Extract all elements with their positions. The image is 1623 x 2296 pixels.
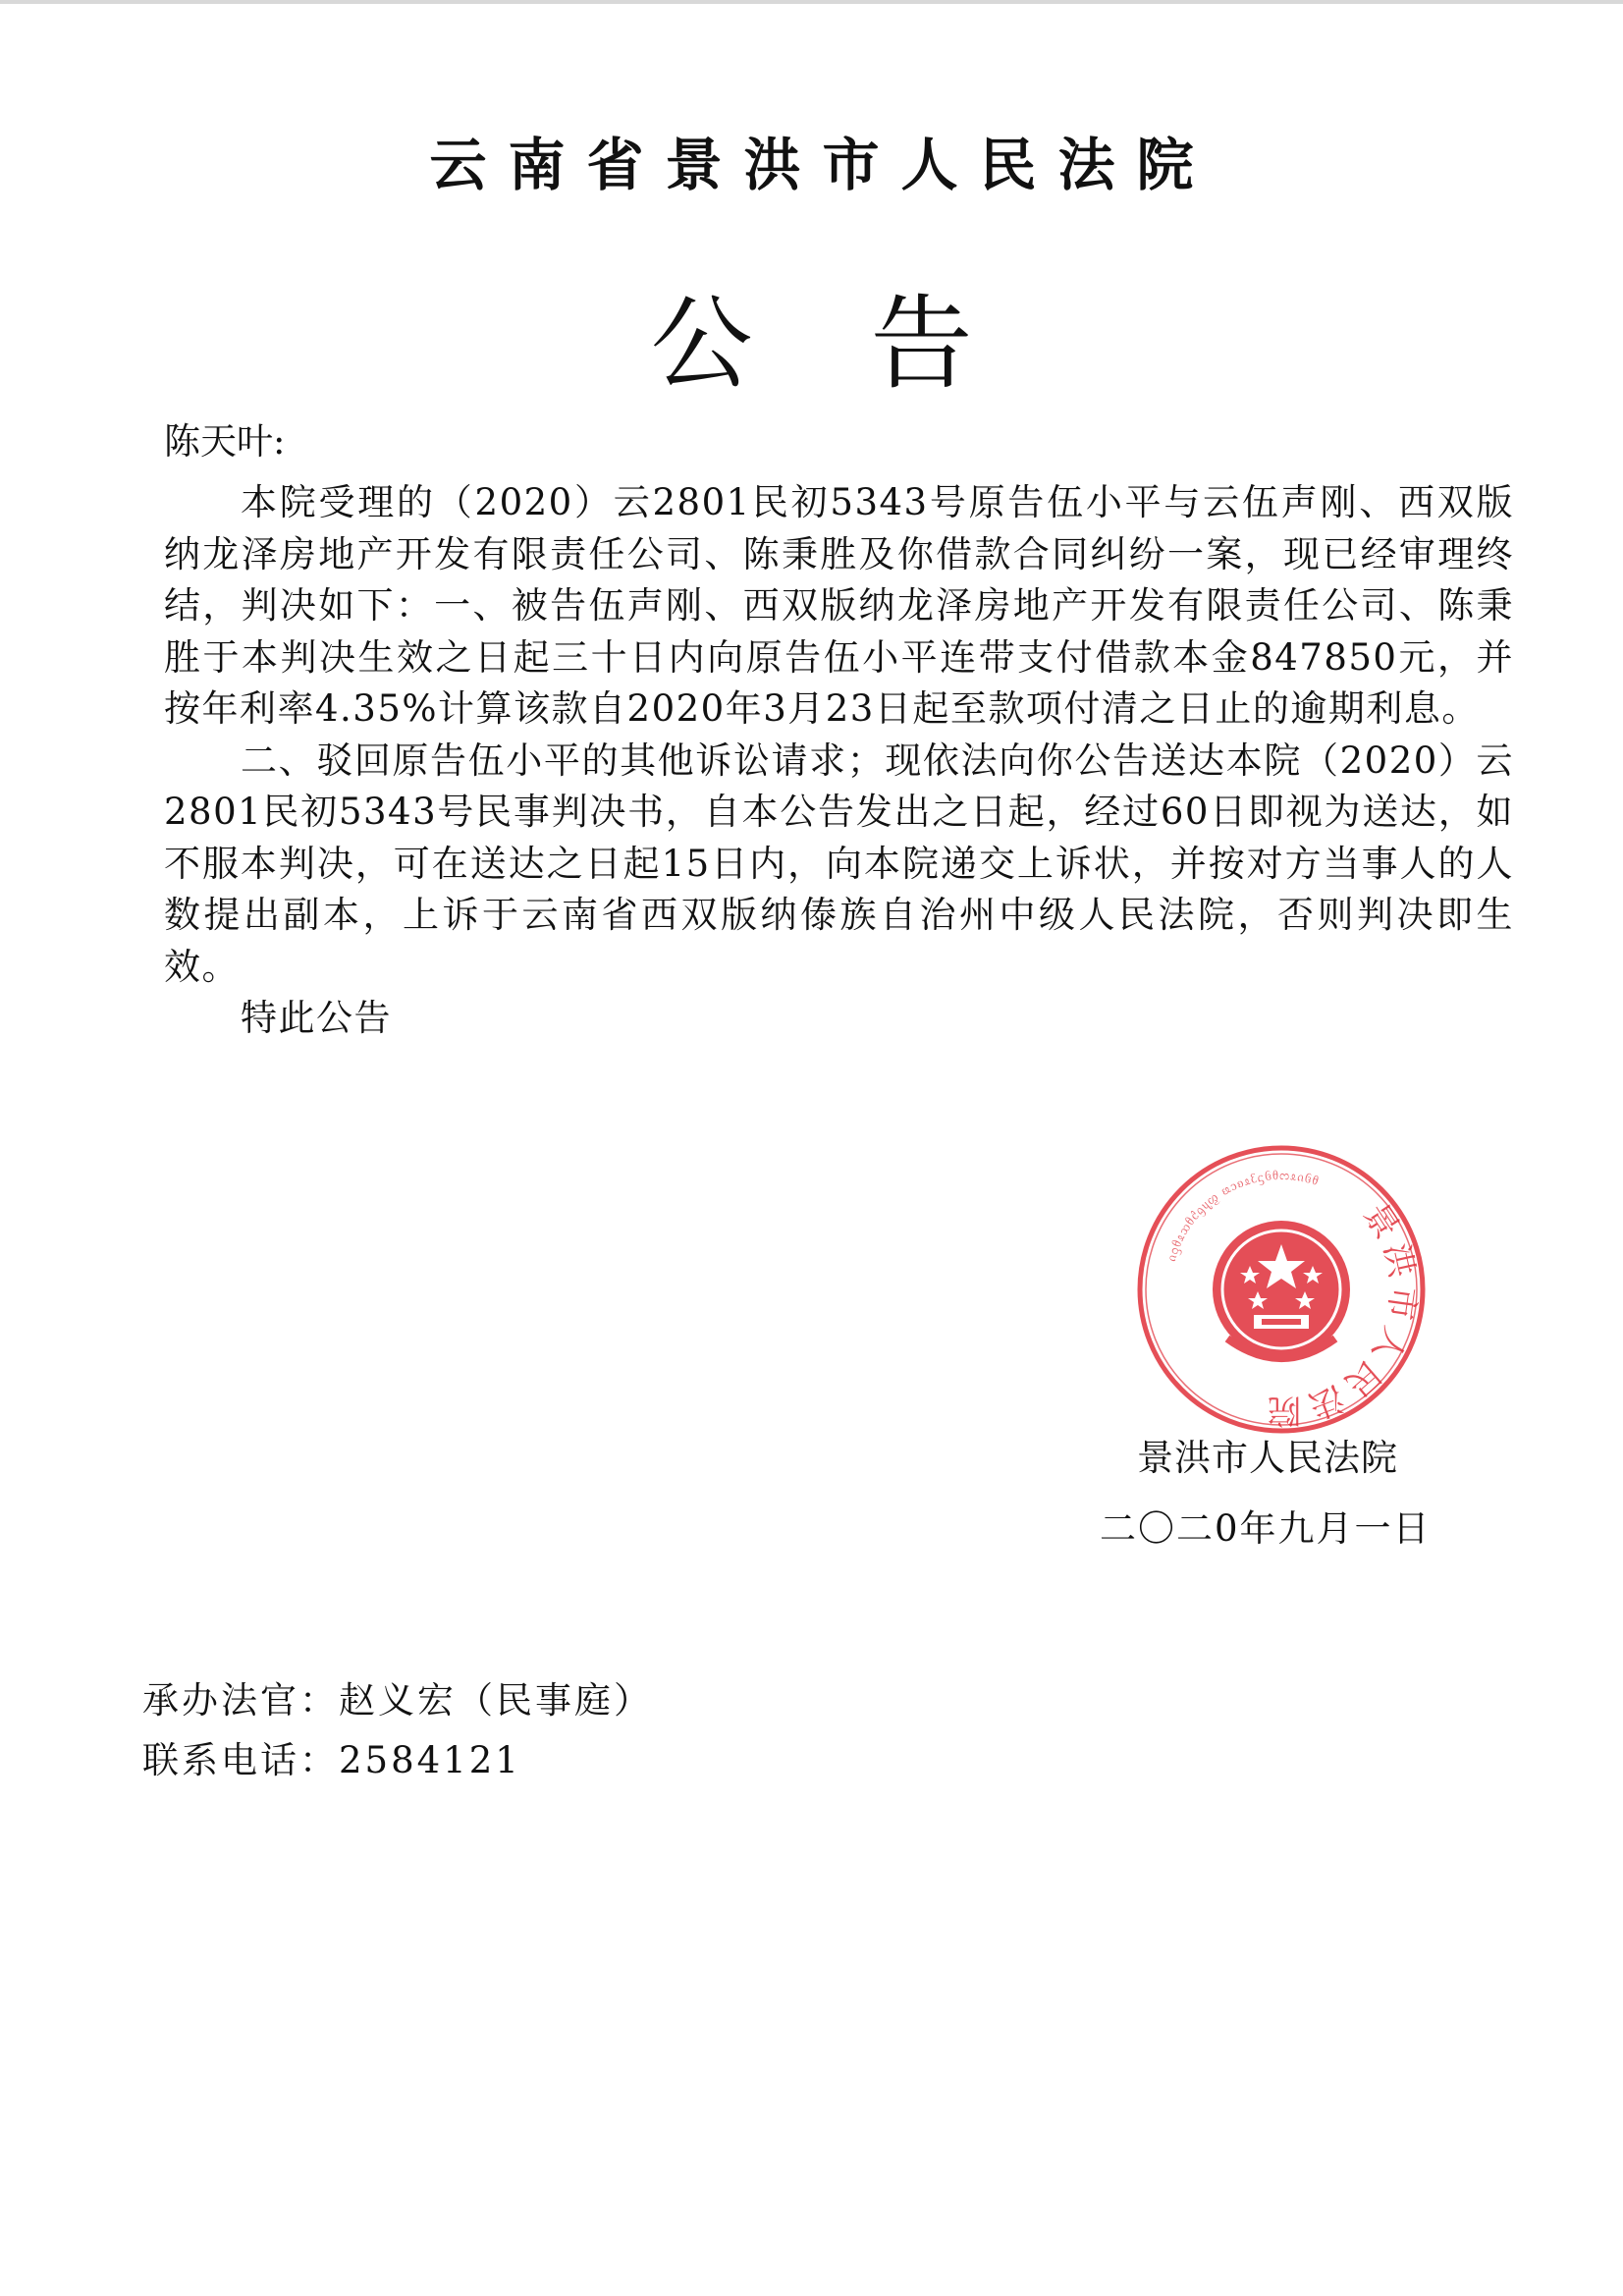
document-title: 公告 [650, 284, 1091, 404]
presiding-judge: 承办法官：赵义宏（民事庭） [142, 1679, 653, 1722]
paragraph-closing: 特此公告 [241, 997, 392, 1039]
seal-text: 景洪市人民法院 [1262, 1196, 1424, 1431]
contact-phone: 联系电话：2584121 [142, 1739, 521, 1781]
notice-body [164, 477, 1514, 1045]
svg-text:ᦵᦋᦲᦸᦉᦲᦺᦇᦴᦖ ᦕᦱᦈᦸᦷᦓᦑᦲᦂᦸᦵᦑᦲ: ᦵᦋᦲᦸᦉᦲᦺᦇᦴᦖ ᦕᦱᦈᦸᦷᦓᦑᦲᦂᦸᦵᦑᦲ [1163, 1168, 1322, 1264]
paragraph-service: 二、驳回原告伍小平的其他诉讼请求；现依法向你公告送达本院（2020）云2801民初5343号民事判决书，自本公告发出之日起，经过60日即视为送达，如不服本判决，可在送达之日起15日内，向本院递交上诉状，并按对方当事人的人数提出副本，上诉于云南省西双版纳傣族自治州中级人民法院，否则判决即生效。 [164, 738, 1514, 988]
signing-date: 二〇二0年九月一日 [1100, 1507, 1432, 1550]
court-seal-stamp [1134, 1142, 1429, 1437]
scan-edge [0, 0, 1623, 4]
addressee: 陈天叶: [164, 420, 286, 463]
signing-court: 景洪市人民法院 [1137, 1437, 1398, 1479]
court-name-heading: 云南省景洪市人民法院 [429, 132, 1216, 198]
paragraph-judgment: 本院受理的（2020）云2801民初5343号原告伍小平与云伍声刚、西双版纳龙泽房地产开发有限责任公司、陈秉胜及你借款合同纠纷一案，现已经审理终结，判决如下：一、被告伍声刚、西双版纳龙泽房地产开发有限责任公司、陈秉胜于本判决生效之日起三十日内向原告伍小平连带支付借款本金847850元，并按年利率4.35%计算该款自2020年3月23日起至款项付清之日止的逾期利息。 [164, 481, 1514, 730]
national-emblem-icon [1213, 1221, 1350, 1358]
